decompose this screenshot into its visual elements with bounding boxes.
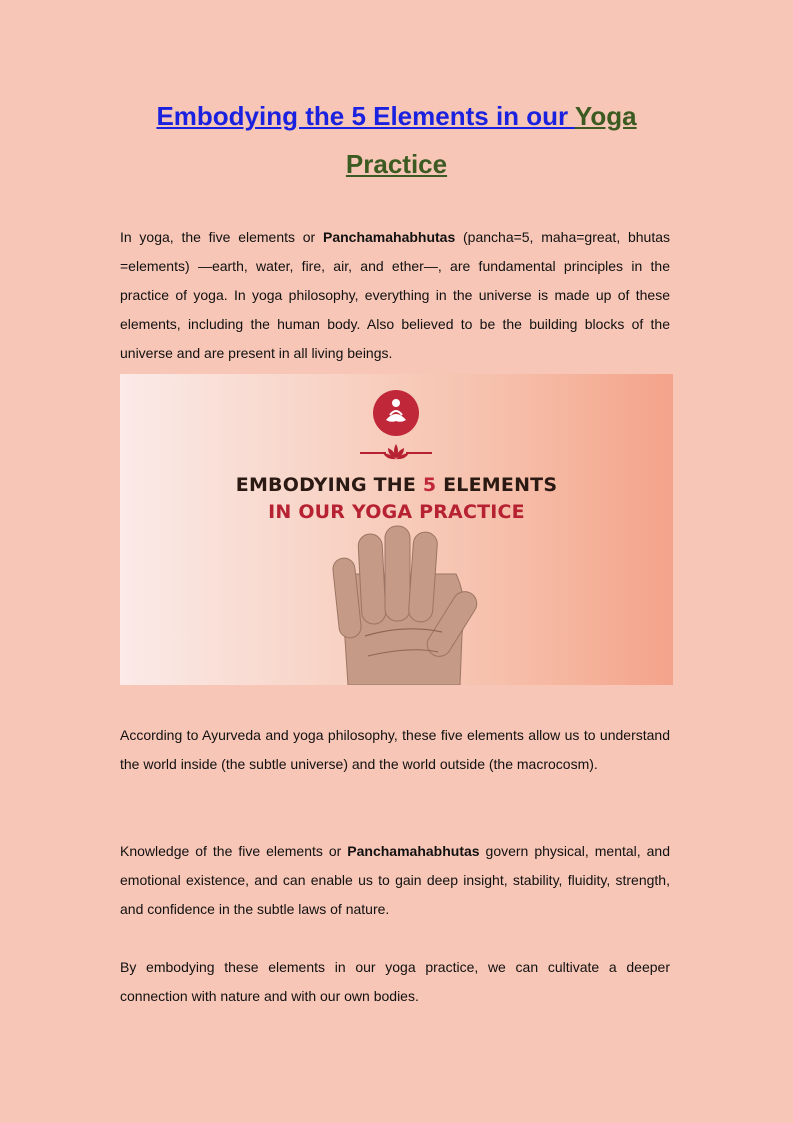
open-palm-hand (332, 526, 481, 685)
intro-text-end: (pancha=5, maha=great, bhutas =elements) —earth, water, fire, air, and ether—, are fundamental principles in the practice of yoga. In yoga philosophy, everything in the universe is made up of these elements, including the human body. Also believed to be the building blocks of the universe and are present in all living beings. (120, 229, 670, 361)
paragraph-knowledge (120, 837, 670, 924)
paragraph-ayurveda: According to Ayurveda and yoga philosophy, these five elements allow us to understand the world inside (the subtle universe) and the world outside (the macrocosm). (120, 727, 670, 772)
banner-heading-line1 (120, 474, 673, 496)
paragraph-embodying: By embodying these elements in our yoga practice, we can cultivate a deeper connection with nature and with our own bodies. (120, 959, 670, 1004)
banner-image (120, 374, 673, 685)
knowledge-text-end: govern physical, mental, and emotional existence, and can enable us to gain deep insight, stability, fluidity, strength, and confidence in the subtle laws of nature. (120, 843, 670, 917)
banner-graphics (120, 374, 673, 685)
banner-heading-start: EMBODYING THE (235, 474, 423, 496)
banner-number-five: 5 (422, 474, 437, 496)
intro-paragraph (120, 223, 670, 368)
meditation-logo-icon (373, 390, 419, 436)
page-title (120, 92, 673, 188)
lotus-divider-icon (360, 444, 432, 459)
intro-text-start: In yoga, the five elements or (120, 229, 323, 245)
title-link[interactable]: Embodying the 5 Elements in our (156, 101, 575, 131)
banner-heading-line2: IN OUR YOGA PRACTICE (268, 501, 525, 523)
knowledge-text-start: Knowledge of the five elements or (120, 843, 348, 859)
title-yoga: Yoga (574, 101, 637, 131)
intro-bold-term: Panchamahabhutas (322, 229, 456, 245)
title-practice: Practice (345, 149, 448, 179)
knowledge-bold-term: Panchamahabhutas (347, 843, 480, 859)
banner-heading-end: ELEMENTS (436, 474, 558, 496)
